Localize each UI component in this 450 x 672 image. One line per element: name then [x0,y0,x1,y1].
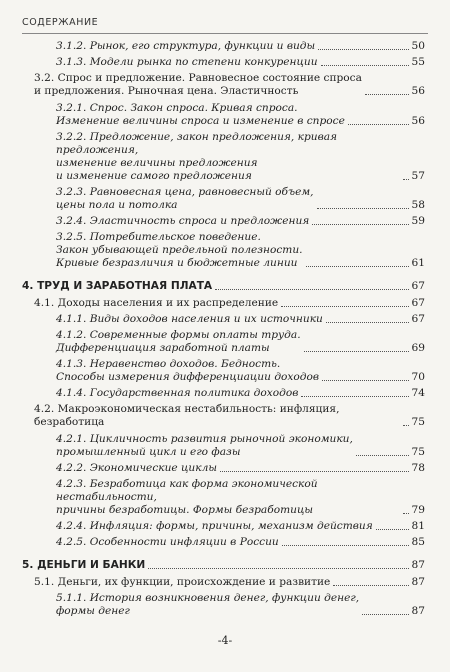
toc-entry-page: 69 [411,341,425,354]
toc-entry-page: 81 [411,520,425,533]
toc-entry-page: 61 [411,257,425,270]
dot-leader [356,455,409,456]
toc-entry [22,40,425,53]
toc-entry-title [56,358,319,384]
toc-entry-line: и изменение самого предложения [56,169,252,182]
toc-entry [22,56,425,69]
toc-entry [22,433,425,459]
toc-entry-page: 67 [411,312,425,325]
dot-leader [318,49,408,50]
toc-entry-line: цены пола и потолка [56,198,178,211]
toc-entry [22,358,425,384]
dot-leader [301,396,408,397]
toc-entry-title [56,536,279,549]
toc-entry-line: 5.1. Деньги, их функции, происхождение и развитие [34,575,331,588]
toc-entry-title [56,462,217,475]
toc-entry-page: 75 [411,416,425,429]
toc-entry [22,478,425,517]
toc-entry-line: Кривые безразличия и бюджетные линии [56,257,298,270]
toc-entry-line: 3.2.3. Равновесная цена, равновесный объем, [56,185,314,198]
toc-entry-line: 4.1. Доходы населения и их распределение [34,296,279,309]
toc-entry-page: 79 [411,504,425,516]
running-header: СОДЕРЖАНИЕ [22,17,99,28]
toc-entry [22,559,425,572]
toc-entry-line: 4.2.4. Инфляция: формы, причины, механизм действия [56,520,373,533]
toc-entry-page: 74 [411,387,425,400]
dot-leader [348,124,409,125]
toc-entry-title [56,592,359,618]
toc-entry-title [22,559,145,572]
toc-entry-title [56,433,353,459]
dot-leader [376,529,409,530]
dot-leader [362,614,408,615]
dot-leader [282,545,409,546]
toc-entry-line: причины безработицы. Формы безработицы [56,504,313,516]
toc-entry-line: 4.2.5. Особенности инфляции в России [56,536,279,549]
toc-entry-page: 67 [411,296,425,309]
toc-entry-line: 3.2.4. Эластичность спроса и предложения [56,215,310,228]
toc-entry-page: 78 [411,461,425,474]
toc-entry [22,403,425,429]
toc-entry [22,387,425,400]
toc-entry-title [56,186,314,212]
dot-leader [403,179,409,180]
toc-entry-title [34,576,330,589]
toc-entry-line: 3.1.3. Модели рынка по степени конкуренции [56,56,318,69]
toc-entry [22,520,425,533]
toc-entry-line: формы денег [56,604,130,617]
dot-leader [312,224,408,225]
toc-entry-line: Закон убывающей предельной полезности. [56,244,303,257]
toc-entry-line: 4.2.1. Цикличность развития рыночной экономики, [56,432,353,445]
toc-entry-line: 4.2.2. Экономические циклы [56,461,217,474]
toc-entry-line: Способы измерения дифференциации доходов [56,371,320,384]
toc-entry-page: 58 [411,198,425,211]
toc-entry-page: 56 [411,114,425,127]
toc-entry [22,536,425,549]
toc-entry-title [56,478,400,517]
dot-leader [220,471,409,472]
page-number: -4- [217,634,233,647]
toc-entry [22,186,425,212]
toc-entry-line: промышленный цикл и его фазы [56,445,241,458]
toc-entry-title [56,520,373,533]
toc-entry-page: 87 [411,604,425,617]
dot-leader [215,289,408,290]
toc-entry [22,280,425,293]
toc-entry-line: 4.1.2. Современные формы оплаты труда. [56,328,301,341]
toc-entry-line: 4.2. Макроэкономическая нестабильность: инфляция, безработица [34,403,340,429]
toc-entry-page: 56 [411,85,425,98]
dot-leader [326,322,409,323]
toc-entry-line: 5.1.1. История возникновения денег, функции денег, [56,591,360,604]
toc-entry-page: 87 [411,559,425,572]
toc-entry-title [56,313,323,326]
toc-entry [22,576,425,589]
toc-entry-line: 4.1.3. Неравенство доходов. Бедность. [56,358,281,371]
toc-entry-title [56,215,309,228]
toc-entry [22,329,425,355]
toc-entry [22,231,425,270]
dot-leader [306,266,409,267]
toc-entry-line: 4.1.1. Виды доходов населения и их источники [56,312,323,325]
toc-entry [22,592,425,618]
toc-entry-page: 67 [411,280,425,293]
toc-entry-page: 59 [411,215,425,228]
toc-entry [22,131,425,183]
toc-entry-page: 75 [411,445,425,458]
dot-leader [403,513,409,514]
dot-leader [365,94,409,95]
toc-entry-title [56,56,318,69]
dot-leader [148,568,408,569]
toc-entry-page: 57 [411,169,425,182]
toc-entry-title [56,131,400,183]
toc-entry [22,297,425,310]
toc-entry-title [34,72,362,98]
header-rule [22,33,428,34]
toc-entry [22,313,425,326]
toc-entry-line: 3.2. Спрос и предложение. Равновесное состояние спроса [34,72,362,85]
toc-entry-line: 4. ТРУД И ЗАРАБОТНАЯ ПЛАТА [22,280,213,293]
toc-entry [22,462,425,475]
toc-entry [22,72,425,98]
toc-entry-line: 3.1.2. Рынок, его структура, функции и виды [56,40,316,52]
toc-entry-title [56,387,298,400]
toc-entry-title [34,403,400,429]
dot-leader [322,380,408,381]
table-of-contents [22,40,425,621]
toc-entry-line: 3.2.5. Потребительское поведение. [56,231,261,244]
toc-entry [22,102,425,128]
toc-entry-line: и предложения. Рыночная цена. Эластичность [34,85,299,98]
dot-leader [403,425,409,426]
dot-leader [333,585,408,586]
toc-entry-title [22,280,212,293]
toc-entry-line: 3.2.1. Спрос. Закон спроса. Кривая спроса. [56,101,298,114]
toc-entry [22,215,425,228]
toc-entry-title [34,297,278,310]
toc-entry-title [56,231,303,270]
toc-entry-line: 3.2.2. Предложение, закон предложения, кривая предложения, [56,130,338,156]
dot-leader [321,65,409,66]
dot-leader [317,208,409,209]
toc-entry-page: 85 [411,536,425,549]
toc-entry-line: 4.2.3. Безработица как форма экономической нестабильности, [56,478,318,503]
toc-entry-title [56,40,315,53]
toc-entry-page: 55 [411,56,425,69]
toc-entry-line: изменение величины предложения [56,156,258,169]
toc-entry-line: Дифференциация заработной платы [56,341,270,354]
toc-entry-line: 5. ДЕНЬГИ И БАНКИ [22,559,146,572]
toc-entry-line: 4.1.4. Государственная политика доходов [56,387,299,400]
toc-entry-line: Изменение величины спроса и изменение в спросе [56,114,345,127]
toc-entry-page: 70 [411,371,425,384]
dot-leader [281,306,408,307]
toc-entry-title [56,102,345,128]
toc-entry-page: 87 [411,575,425,588]
toc-entry-title [56,329,301,355]
toc-entry-page: 50 [411,40,425,52]
dot-leader [304,351,409,352]
